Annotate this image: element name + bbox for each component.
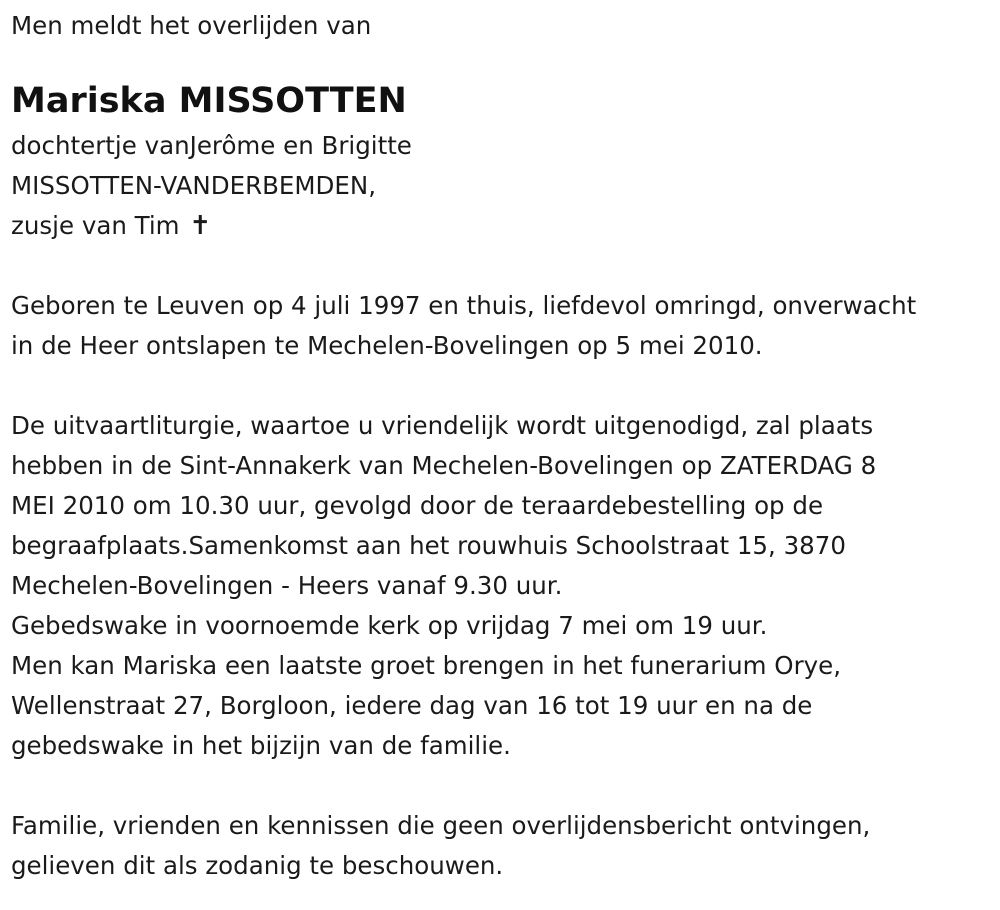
funeral-line: De uitvaartliturgie, waartoe u vriendelijk wordt uitgenodigd, zal plaats [11, 411, 874, 440]
relation-line-3 [11, 206, 996, 246]
funeral-line: begraafplaats.Samenkomst aan het rouwhuis Schoolstraat 15, 3870 [11, 531, 846, 560]
death-notice [11, 6, 996, 886]
spacer [11, 246, 996, 286]
closing-line-2: gelieven dit als zodanig te beschouwen. [11, 851, 504, 880]
funeral-line: Mechelen-Bovelingen - Heers vanaf 9.30 uur. [11, 571, 563, 600]
funeral-line: MEI 2010 om 10.30 uur, gevolgd door de teraardebestelling op de [11, 491, 824, 520]
birth-death-line-1: Geboren te Leuven op 4 juli 1997 en thuis, liefdevol omringd, onverwacht [11, 291, 917, 320]
intro-text: Men meldt het overlijden van [11, 11, 372, 40]
funeral-line: hebben in de Sint-Annakerk van Mechelen-Bovelingen op ZATERDAG 8 [11, 451, 877, 480]
funeral-line: Gebedswake in voornoemde kerk op vrijdag 7 mei om 19 uur. [11, 611, 768, 640]
deceased-name: Mariska MISSOTTEN [11, 81, 407, 121]
funeral-line: gebedswake in het bijzijn van de familie. [11, 731, 511, 760]
funeral-line: Wellenstraat 27, Borgloon, iedere dag van 16 tot 19 uur en na de [11, 691, 813, 720]
birth-death-line-2: in de Heer ontslapen te Mechelen-Bovelingen op 5 mei 2010. [11, 331, 763, 360]
spacer [11, 766, 996, 806]
spacer [11, 366, 996, 406]
sibling-text: zusje van Tim [11, 211, 180, 240]
relation-line-2: MISSOTTEN-VANDERBEMDEN, [11, 171, 376, 200]
funeral-line: Men kan Mariska een laatste groet brengen in het funerarium Orye, [11, 651, 842, 680]
relation-line-1: dochtertje vanJerôme en Brigitte [11, 131, 412, 160]
cross-icon: ✝ [189, 211, 212, 241]
closing-line-1: Familie, vrienden en kennissen die geen overlijdensbericht ontvingen, [11, 811, 871, 840]
